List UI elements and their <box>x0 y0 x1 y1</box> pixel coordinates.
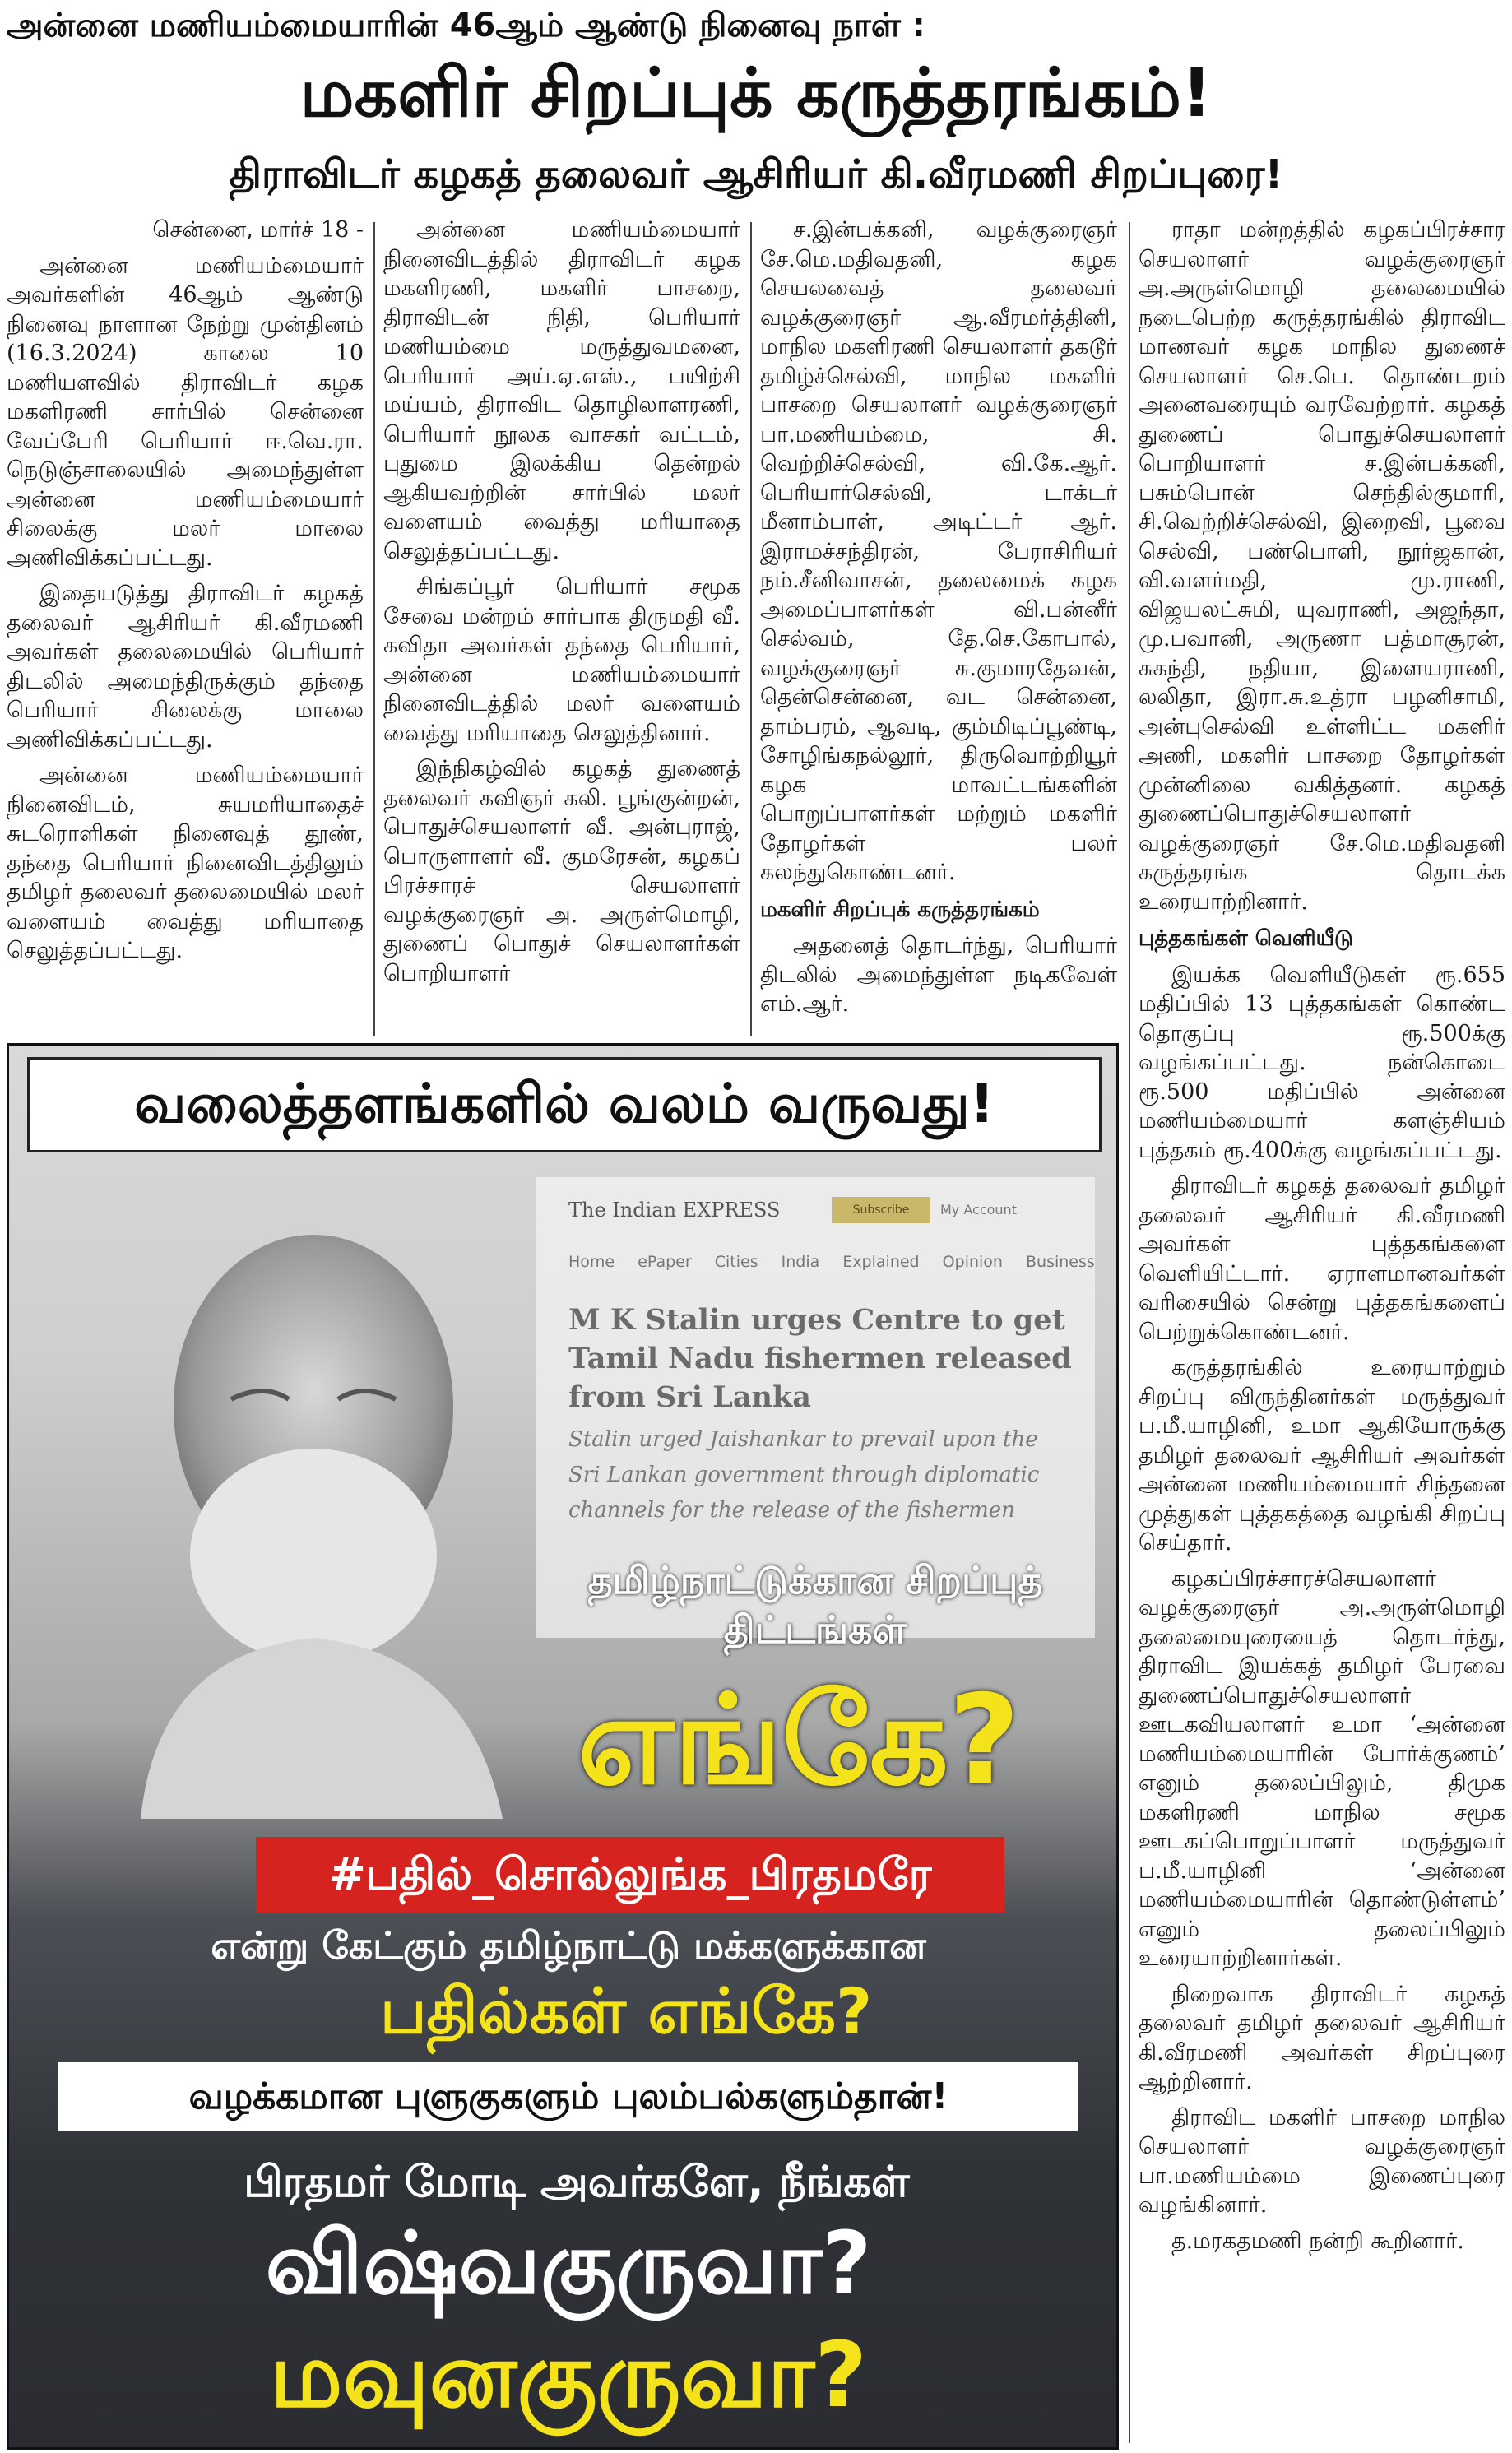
poster-answer-question: பதில்கள் எங்கே? <box>379 1974 873 2047</box>
paragraph: கருத்தரங்கில் உரையாற்றும் சிறப்பு விருந்தினர்கள் மருத்துவர் ப.மீ.யாழினி, உமா ஆகியோருக்கு தமிழர் தலைவர் ஆசிரியர் அவர்கள் அன்னை மணியம்மையார் சிந்தனை முத்துகள் புத்தகத்தை வழங்கி சிறப்பு செய்தார். <box>1139 1355 1505 1556</box>
news-subheadline: Stalin urged Jaishankar to prevail upon the Sri Lankan government through diplomatic channels for the release of the fishermen <box>568 1427 1040 1523</box>
account-link: My Account <box>940 1202 1017 1217</box>
article-column-4 <box>1139 216 1505 2448</box>
paragraph: இந்நிகழ்வில் கழகத் துணைத் தலைவர் கவிஞர் கலி. பூங்குன்றன், பொதுச்செயலாளர் வீ. அன்புராஜ், பொருளாளர் வீ. குமரேசன், கழகப் பிரச்சாரச் செயலாளர் வழக்குரைஞர் அ. அருள்மொழி, துணைப் பொதுச் செயலாளர்கள் பொறியாளர் <box>383 756 740 986</box>
nav-item: Opinion <box>942 1253 1003 1271</box>
paragraph: அன்னை மணியம்மையார் நினைவிடம், சுயமரியாதைச் சுடரொளிகள் நினைவுத் தூண், தந்தை பெரியார் நினைவிடத்திலும் தமிழர் தலைவர் தலைமையில் மலர் வளையம் வைத்து மரியாதை செலுத்தப்பட்டது. <box>7 763 364 963</box>
paragraph: நிறைவாக திராவிடர் கழகத் தலைவர் தமிழர் தலைவர் ஆசிரியர் கி.வீரமணி அவர்கள் சிறப்புரை ஆற்றினார். <box>1139 1981 1505 2094</box>
paragraph: ச.இன்பக்கனி, வழக்குரைஞர் சே.மெ.மதிவதனி, கழக செயலவைத் தலைவர் வழக்குரைஞர் ஆ.வீரமர்த்தினி, மாநில மகளிரணி செயலாளர் தகடூர் தமிழ்ச்செல்வி, மாநில மகளிர் பாசறை செயலாளர் வழக்குரைஞர் பா.மணியம்மை, சி. வெற்றிச்செல்வி, வி.கே.ஆர். பெரியார்செல்வி, டாக்டர் மீனாம்பாள், அடிட்டர் ஆர். இராமச்சந்திரன், பேராசிரியர் நம்.சீனிவாசன், தலைமைக் கழக அமைப்பாளர்கள் வி.பன்னீர் செல்வம், தே.செ.கோபால், வழக்குரைஞர் சு.குமாரதேவன், தென்சென்னை, வட சென்னை, தாம்பரம், ஆவடி, கும்மிடிப்பூண்டி, சோழிங்கநல்லூர், திருவொற்றியூர் கழக மாவட்டங்களின் பொறுப்பாளர்கள் மற்றும் மகளிர் தோழர்கள் பலர் கலந்துகொண்டனர். <box>760 217 1117 885</box>
paragraph: த.மரகதமணி நன்றி கூறினார். <box>1171 2228 1464 2254</box>
paragraph: திராவிடர் கழகத் தலைவர் தமிழர் தலைவர் ஆசிரியர் கி.வீரமணி அவர்கள் புத்தகங்களை வெளியிட்டார். ஏராளமானவர்கள் வரிசையில் சென்று புத்தகங்களைப் பெற்றுக்கொண்டனர். <box>1139 1173 1505 1345</box>
paragraph: அன்னை மணியம்மையார் அவர்களின் 46ஆம் ஆண்டு நினைவு நாளான நேற்று முன்தினம் (16.3.2024) காலை 10 மணியளவில் திராவிடர் கழக மகளிரணி சார்பில் சென்னை வேப்பேரி பெரியார் ஈ.வெ.ரா. நெடுஞ்சாலையில் அமைந்துள்ள அன்னை மணியம்மையார் சிலைக்கு மலர் மாலை அணிவிக்கப்பட்டது. <box>7 253 364 571</box>
poster-big-question: எங்கே? <box>577 1669 1020 1812</box>
news-headline: M K Stalin urges Centre to get Tamil Nadu fishermen released from Sri Lanka <box>568 1303 1072 1414</box>
poster-text-line: என்று கேட்கும் தமிழ்நாட்டு மக்களுக்கான <box>211 1923 926 1968</box>
poster-banner: வலைத்தளங்களில் வலம் வருவது! <box>27 1057 1102 1152</box>
paragraph: இயக்க வெளியீடுகள் ரூ.655 மதிப்பில் 13 புத்தகங்கள் கொண்ட தொகுப்பு ரூ.500க்கு வழங்கப்பட்டது. நன்கொடை ரூ.500 மதிப்பில் அன்னை மணியம்மையார் களஞ்சியம் புத்தகம் ரூ.400க்கு வழங்கப்பட்டது. <box>1139 962 1505 1163</box>
kicker-line: அன்னை மணியம்மையாரின் 46ஆம் ஆண்டு நினைவு நாள் : <box>7 7 925 44</box>
subscribe-button: Subscribe <box>832 1197 930 1223</box>
nav-item: India <box>781 1253 820 1271</box>
section-subheading: மகளிர் சிறப்புக் கருத்தரங்கம் <box>760 897 1040 922</box>
paragraph: ராதா மன்றத்தில் கழகப்பிரச்சார செயலாளர் வழக்குரைஞர் அ.அருள்மொழி தலைமையில் நடைபெற்ற கருத்தரங்கில் திராவிட மாணவர் கழக மாநில துணைச் செயலாளர் செ.பெ. தொண்டறம் அனைவரையும் வரவேற்றார். கழகத் துணைப் பொதுச்செயலாளர் பொறியாளர் ச.இன்பக்கனி, பசும்பொன் செந்தில்குமாரி, சி.வெற்றிச்செல்வி, இறைவி, பூவை செல்வி, பண்பொளி, நூர்ஜகான், வி.வளர்மதி, மு.ராணி, விஜயலட்சுமி, யுவராணி, அஜந்தா, மு.பவானி, அருணா பத்மாசூரன், சுகந்தி, நதியா, இளையராணி, லலிதா, இரா.சு.உத்ரா பழனிசாமி, அன்புசெல்வி உள்ளிட்ட மகளிர் அணி, மகளிர் பாசறை தோழர்கள் முன்னிலை வகித்தனர். கழகத் துணைப்பொதுச்செயலாளர் வழக்குரைஞர் சே.மெ.மதிவதனி கருத்தரங்க தொடக்க உரையாற்றினார். <box>1139 217 1505 915</box>
article-column-2 <box>383 216 740 1038</box>
dateline: சென்னை, மார்ச் 18 - <box>152 217 364 243</box>
paragraph: சிங்கப்பூர் பெரியார் சமூக சேவை மன்றம் சார்பாக திருமதி வீ. கவிதா அவர்கள் தந்தை பெரியார், அன்னை மணியம்மையார் நினைவிடத்தில் மலர் வளையம் வைத்து மரியாதை செலுத்தினார். <box>383 574 740 746</box>
article-column-3 <box>760 216 1117 1038</box>
paragraph: இதையடுத்து திராவிடர் கழகத் தலைவர் ஆசிரியர் கி.வீரமணி அவர்கள் தலைமையில் பெரியார் திடலில் அமைந்திருக்கும் தந்தை பெரியார் சிலைக்கு மாலை அணிவிக்கப்பட்டது. <box>7 581 364 753</box>
subheadline: திராவிடர் கழகத் தலைவர் ஆசிரியர் கி.வீரமணி சிறப்புரை! <box>229 151 1283 197</box>
poster-address-line: பிரதமர் மோடி அவர்களே, நீங்கள் <box>243 2158 910 2207</box>
article-column-1 <box>7 216 364 1038</box>
newspaper-nav <box>568 1253 1113 1271</box>
poster-question-vishwaguru: விஷ்வகுருவா? <box>265 2213 872 2313</box>
poster-box <box>7 1043 1119 2450</box>
paragraph: திராவிட மகளிர் பாசறை மாநில செயலாளர் வழக்குரைஞர் பா.மணியம்மை இணைப்புரை வழங்கினார். <box>1139 2104 1505 2218</box>
poster-question-line: தமிழ்நாட்டுக்கான சிறப்புத் திட்டங்கள் <box>587 1558 1043 1652</box>
newspaper-logo: The Indian EXPRESS <box>568 1199 781 1222</box>
poster-question-maunaguru: மவுனகுருவா? <box>269 2322 868 2427</box>
paragraph: கழகப்பிரச்சாரச்செயலாளர் வழக்குரைஞர் அ.அருள்மொழி தலைமையுரையைத் தொடர்ந்து, திராவிட இயக்கத் தமிழர் பேரவை துணைப்பொதுச்செயலாளர் ஊடகவியலாளர் உமா ‘அன்னை மணியம்மையாரின் போர்க்குணம்’ எனும் தலைப்பிலும், திமுக மகளிரணி மாநில சமூக ஊடகப்பொறுப்பாளர் மருத்துவர் ப.மீ.யாழினி ‘அன்னை மணியம்மையாரின் தொண்டுள்ளம்’ எனும் தலைப்பிலும் உரையாற்றினார்கள். <box>1139 1565 1505 1971</box>
column-divider <box>750 222 752 1036</box>
nav-item: Explained <box>842 1253 920 1271</box>
hashtag-banner: #பதில்_சொல்லுங்க_பிரதமரே <box>256 1837 1004 1913</box>
paragraph: அதனைத் தொடர்ந்து, பெரியார் திடலில் அமைந்துள்ள நடிகவேள் எம்.ஆர். <box>760 933 1117 1017</box>
nav-item: Cities <box>714 1253 758 1271</box>
portrait-illustration <box>42 1194 568 1819</box>
nav-item: Home <box>568 1253 615 1271</box>
headline: மகளிர் சிறப்புக் கருத்தரங்கம்! <box>299 54 1213 132</box>
poster-white-strip: வழக்கமான புளுகுகளும் புலம்பல்களும்தான்! <box>58 2062 1078 2131</box>
column-divider <box>373 222 375 1036</box>
nav-item: Business <box>1026 1253 1095 1271</box>
nav-item: ePaper <box>638 1253 692 1271</box>
paragraph: அன்னை மணியம்மையார் நினைவிடத்தில் திராவிடர் கழக மகளிரணி, மகளிர் பாசறை, திராவிடன் நிதி, பெரியார் மணியம்மை மருத்துவமனை, பெரியார் அய்.ஏ.எஸ்., பயிற்சி மய்யம், திராவிட தொழிலாளரணி, பெரியார் நூலக வாசகர் வட்டம், புதுமை இலக்கிய தென்றல் ஆகியவற்றின் சார்பில் மலர் வளையம் வைத்து மரியாதை செலுத்தப்பட்டது. <box>383 217 740 564</box>
column-divider <box>1129 222 1130 2443</box>
section-subheading: புத்தகங்கள் வெளியீடு <box>1139 926 1354 951</box>
